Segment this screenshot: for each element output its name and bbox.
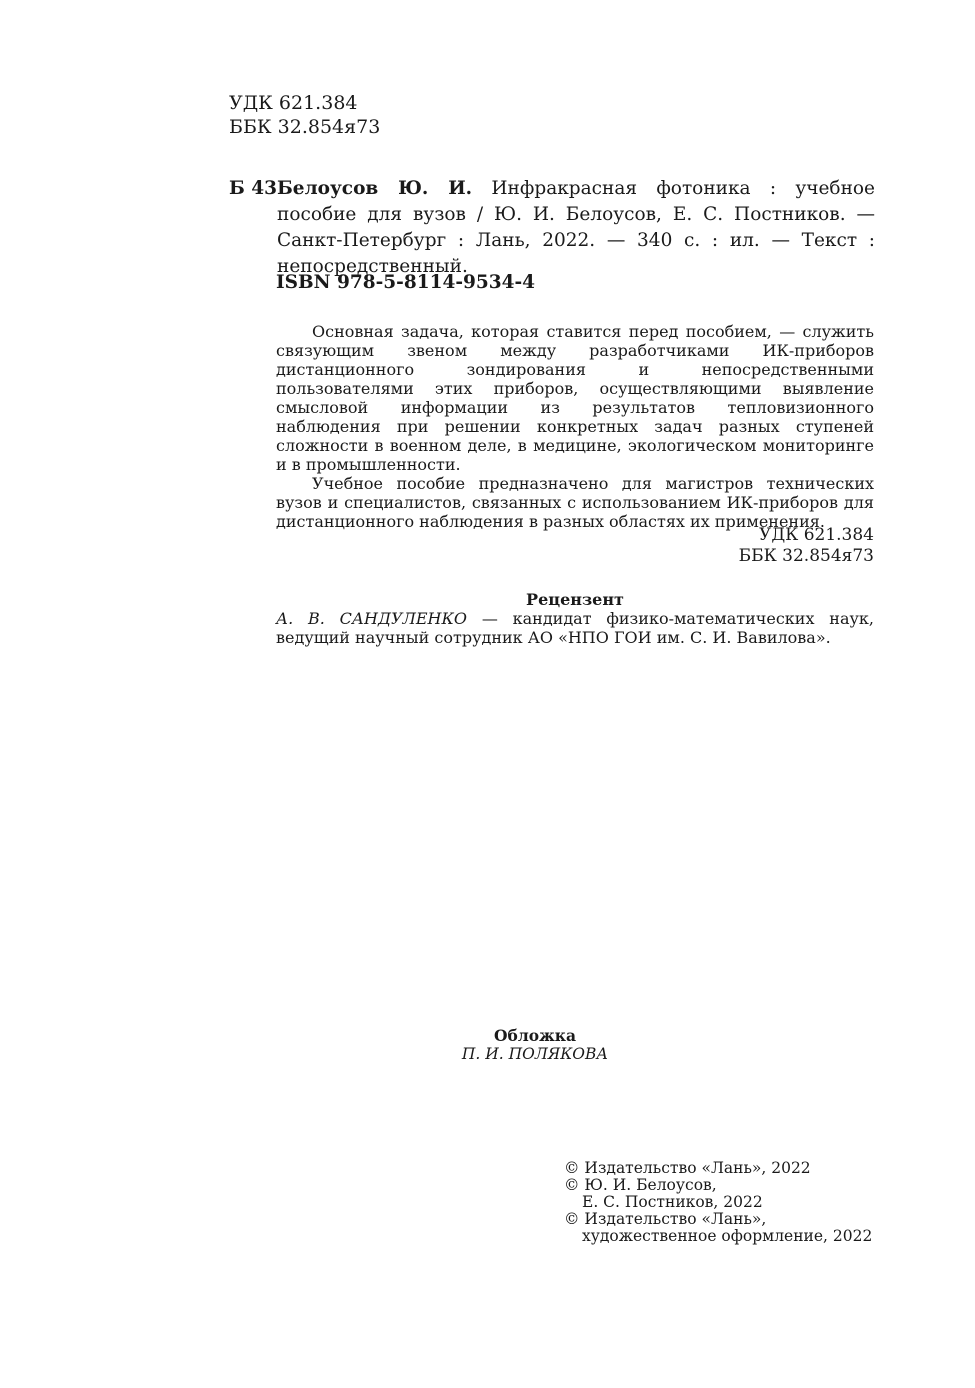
copyright-line: Е. С. Постников, 2022 xyxy=(582,1193,763,1211)
reviewer-heading: Рецензент xyxy=(526,590,624,609)
copyright-line: художественное оформление, 2022 xyxy=(582,1227,873,1245)
bibliographic-details: Инфракрасная фотоника : учебное пособие для вузов / Ю. И. Белоусов, Е. С. Постников. — Санкт-Петербург : Лань, 2022. — 340 с. : ил. — Текст : непосредственный. xyxy=(277,178,875,277)
copyright-line: © Издательство «Лань», xyxy=(564,1210,767,1228)
bbk-code: ББК 32.854я73 xyxy=(229,116,381,138)
cover-heading: Обложка xyxy=(494,1026,576,1045)
classification-codes-top xyxy=(229,91,380,139)
copyright-line: © Ю. И. Белоусов, xyxy=(564,1176,717,1194)
classification-codes-bottom xyxy=(600,525,874,567)
copyright-block xyxy=(564,1160,872,1245)
reviewer-name: А. В. САНДУЛЕНКО xyxy=(276,609,468,628)
abstract xyxy=(276,322,874,531)
author-name: Белоусов Ю. И. xyxy=(277,178,473,199)
abstract-paragraph-2: Учебное пособие предназначено для магистров технических вузов и специалистов, связанных с использованием ИК-приборов для дистанционного наблюдения в разных областях их применения. xyxy=(276,474,874,531)
udk-code: УДК 621.384 xyxy=(759,525,874,545)
reviewer-text xyxy=(276,609,874,647)
author-mark: Б 43 xyxy=(229,178,277,199)
cover-designer-name: П. И. ПОЛЯКОВА xyxy=(461,1045,609,1063)
bibliographic-record xyxy=(229,176,875,280)
cover-credit xyxy=(376,1027,694,1063)
reviewer-block xyxy=(276,590,874,647)
udk-code: УДК 621.384 xyxy=(229,92,358,114)
bibliographic-description xyxy=(277,176,875,280)
isbn: ISBN 978-5-8114-9534-4 xyxy=(276,272,536,293)
bbk-code: ББК 32.854я73 xyxy=(738,546,874,566)
reviewer-description: — кандидат физико-математических наук, ведущий научный сотрудник АО «НПО ГОИ им. С. И. Вавилова». xyxy=(276,609,874,647)
abstract-paragraph-1: Основная задача, которая ставится перед пособием, — служить связующим звеном между разработчиками ИК-приборов дистанционного зондирования и непосредственными пользователями этих приборов, осуществляющими выявление смысловой информации из результатов тепловизионного наблюдения при решении конкретных задач разных ступеней сложности в военном деле, в медицине, экологическом мониторинге и в промышленности. xyxy=(276,322,874,474)
copyright-line: © Издательство «Лань», 2022 xyxy=(564,1159,811,1177)
